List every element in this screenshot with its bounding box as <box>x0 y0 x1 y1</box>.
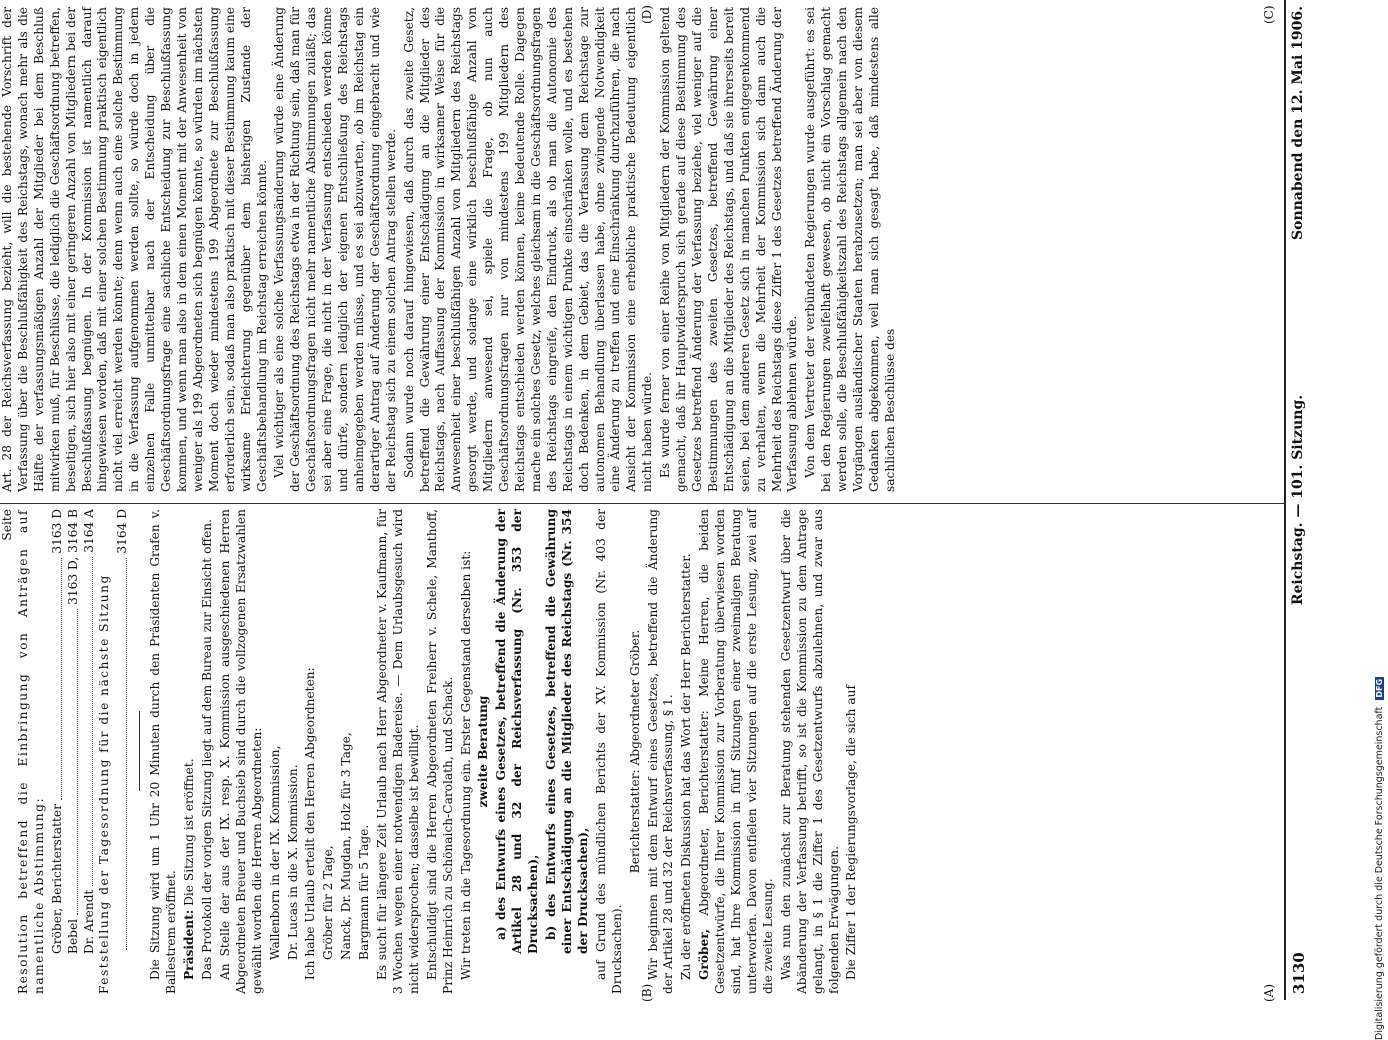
seite-label: Seite <box>0 509 14 541</box>
toc-entry-page: 3164 A <box>81 509 96 553</box>
paragraph: Es wurde ferner von einer Reihe von Mitgliedern der Kommission geltend gemacht, daß ihr Hauptwiderspruch sich gerade auf diese Bestimmung des Gesetzes betreffend Änderung der Verfassung beziehe, viel weniger auf die Bestimmungen des zweiten Gesetzes, betreffend Gewährung einer Entschädigung an die Mitglieder des Reichstags, und daß sie ihrerseits bereit seien, bei dem anderen Gesetz sich in manchen Punkten entgegenkommend zu verhalten, wenn die Mehrheit der Kommission sich dann auch die Mehrheit des Reichstags diese Ziffer 1 des Gesetzes betreffend Änderung der Verfassung ablehnen würde. <box>658 7 800 492</box>
toc-entry-label: Gröber, Berichterstatter <box>49 804 64 954</box>
paragraph: Wir treten in die Tagesordnung ein. Erster Gegenstand derselben ist: <box>458 550 473 980</box>
header-rule <box>1284 0 1286 1000</box>
paragraph: Das Protokoll der vorigen Sitzung liegt auf dem Bureau zur Einsicht offen. <box>199 518 214 980</box>
page-header <box>1290 0 1310 1000</box>
agenda-item-a: a) des Entwurfs eines Gesetzes, betreffend die Änderung der Artikel 28 und 32 der Reichsverfassung (Nr. 353 der Drucksachen), <box>494 509 541 954</box>
toc-entry-page: 3163 D <box>49 509 64 554</box>
paragraph: Was nun den zunächst zur Beratung stehenden Gesetzentwurf über die Abänderung der Verfassung betrifft, so ist die Kommission zu dem Antrage gelangt, in § 1 die Ziffer 1 des Gesetzentwurfs abzulehnen, und zwar aus folgenden Erwägungen. <box>778 509 841 994</box>
toc-final-label: Feststellung der Tagesordnung für die nächste Sitzung <box>97 574 112 994</box>
toc-final-entry <box>115 509 131 994</box>
margin-mark-d: (D) <box>640 5 654 24</box>
agenda-heading: zweite Beratung <box>476 695 491 808</box>
agenda-item-b: b) des Entwurfs eines Gesetzes, betreffend die Gewährung einer Entschädigung an die Mitglieder des Reichstags (Nr. 354 der Drucksachen), <box>544 509 590 954</box>
paragraph: Zu der eröffneten Diskussion hat das Wort der Herr Berichterstatter. <box>679 553 694 980</box>
toc-entry-page: 3163 D, 3164 B <box>65 509 80 605</box>
toc-entry-label: Bebel <box>65 918 80 954</box>
toc-intro: Resolution betreffend die Einbringung von Anträgen auf namentliche Abstimmung: <box>15 509 46 994</box>
paragraph: Viel wichtiger als eine solche Verfassungsänderung würde eine Änderung der Geschäftsordnung des Reichstags etwa in der Richtung sein, daß man für Geschäftsordnungsfragen nicht mehr namentliche Abstimmungen zuläßt; das sei aber eine Frage, die nicht in der Verfassung entschieden werden könne und dürfe, sondern lediglich der eigenen Entschließung des Reichstags anheimgegeben werden müsse, und es sei abzuwarten, ob im Reichstag ein derartiger Antrag auf Änderung der Geschäftsordnung eingebracht und wie der Reichstag sich zu einem solchen Antrag stellen werde. <box>272 7 398 492</box>
leave-entry: Nanck, Dr. Mugdan, Holz für 3 Tage, <box>339 732 354 960</box>
running-title: Reichstag. — 101. Sitzung. <box>1290 394 1306 606</box>
margin-mark-b: (B) <box>640 983 654 1002</box>
section-rule <box>139 712 140 792</box>
leave-entry: Bargmann für 5 Tage. <box>357 824 372 960</box>
paragraph: Von dem Vertreter der verbündeten Regierungen wurde ausgeführt: es sei bei den Regierungen zweifelhaft gewesen, ob nicht ein Vorschlag gemacht werden solle, die Beschlußfähigkeitszahl des Reichstags allgemein nach den Vorgängen ausländischer Staaten herabzusetzen; man sei aber von diesem Gedanken abgekommen, weil man sich gesagt habe, daß mindestens alle sachlichen Beschlüsse des <box>803 7 897 492</box>
groeber-paragraph <box>697 509 777 994</box>
paragraph: Sodann wurde noch darauf hingewiesen, daß durch das zweite Gesetz, betreffend die Gewährung einer Entschädigung an die Mitglieder des Reichstags, nach Auffassung der Kommission in wirksamer Weise für die Anwesenheit einer beschlußfähigen Anzahl von Mitgliedern des Reichstags gesorgt werde, und solange eine wirklich beschlußfähige Anzahl von Mitgliedern anwesend sei, spiele die Frage, ob nun auch Geschäftsordnungsfragen nur von mindestens 199 Mitgliedern des Reichstags entschieden werden können, keine bedeutende Rolle. Dagegen mache ein solches Gesetz, welches gleichsam in die Geschäftsordnungsfragen des Reichstags eingreife, den Eindruck, als ob man die Autonomie des Reichstags in einem wichtigen Punkte einschränken wolle, und es bestehen doch Bedenken, in dem Gebiet, das die Verfassung dem Reichstage zur autonomen Behandlung überlassen habe, ohne zwingende Notwendigkeit eine Änderung zu treffen und eine Einschränkung durchzuführen, die nach Ansicht der Kommission eine erhebliche praktische Bedeutung eigentlich nicht haben würde. <box>401 7 655 492</box>
column-divider <box>0 503 1284 504</box>
paragraph: Wallenborn in der IX. Kommission, <box>267 745 282 960</box>
page-number: 3130 <box>1290 952 1308 994</box>
margin-mark-c: (C) <box>1262 5 1276 24</box>
toc-entry <box>50 509 66 994</box>
opening-paragraph: Die Sitzung wird um 1 Uhr 20 Minuten durch den Präsidenten Grafen v. Ballestrem eröffnet. <box>148 509 179 994</box>
speaker-text: Die Sitzung ist eröffnet. <box>182 758 197 906</box>
toc-final-page: 3164 D <box>115 509 130 554</box>
toc-entry-label: Dr. Arendt <box>81 889 96 954</box>
paragraph: Es sucht für längere Zeit Urlaub nach Herr Abgeordneter v. Kaufmann, für 3 Wochen wegen einer notwendigen Badereise. — Dem Urlaubsgesuch wird nicht widersprochen; dasselbe ist bewilligt. <box>375 509 421 994</box>
paragraph: Wir beginnen mit dem Entwurf eines Gesetzes, betreffend die Änderung der Artikel 28 und 32 der Reichsverfassung, § 1. <box>645 509 676 994</box>
paragraph: auf Grund des mündlichen Berichts der XV. Kommission (Nr. 403 der Drucksachen). <box>593 509 624 994</box>
session-date: Sonnabend den 12. Mai 1906. <box>1290 6 1306 240</box>
paragraph: Dr. Lucas in die X. Kommission. <box>285 764 300 960</box>
paragraph: Die Ziffer 1 der Regierungsvorlage, die sich auf <box>844 684 859 980</box>
president-paragraph <box>182 509 198 994</box>
right-column <box>0 7 1280 492</box>
paragraph: An Stelle der aus der IX. resp. X. Kommission ausgeschiedenen Herren Abgeordneten Breuer und Buchsieb sind durch die vollzogenen Ersatzwahlen gewählt worden die Herren Abgeordneten: <box>217 509 264 994</box>
toc-entry <box>66 509 82 994</box>
speaker-label: Gröber, <box>697 928 712 980</box>
toc-entry <box>82 509 98 994</box>
left-column <box>0 509 1280 994</box>
margin-mark-a: (A) <box>1262 983 1276 1002</box>
paragraph: Berichterstatter: Abgeordneter Gröber. <box>627 629 642 874</box>
digitization-note <box>1374 40 1388 1040</box>
paragraph: Ich habe Urlaub erteilt den Herren Abgeordneten: <box>303 667 318 980</box>
dfg-logo-icon: DFG <box>1375 678 1384 698</box>
speaker-text: Abgeordneter, Berichterstatter: Meine Herren, die beiden Gesetzentwürfe, die Ihrer Kommission zur Vorberatung überwiesen worden sind, hat Ihre Kommission in fünf Sitzungen einer zweimaligen Beratung unterworfen. Davon entfielen vier Sitzungen auf die erste Lesung, zwei auf die zweite Lesung. <box>697 509 775 994</box>
paragraph: Entschuldigt sind die Herren Abgeordneten Freiherr v. Schele, Manthoff, Prinz Heinrich zu Schönaich-Carolath, und Schack. <box>424 509 455 994</box>
speaker-label: Präsident: <box>182 909 197 980</box>
funding-note-text: Digitalisierung gefördert durch die Deutsche Forschungsgemeinschaft <box>1374 706 1385 1040</box>
leave-entry: Gröber für 2 Tage, <box>321 845 336 960</box>
paragraph: Art. 28 der Reichsverfassung bezieht, will die bestehende Vorschrift der Verfassung über die Beschlußfähigkeit des Reichstags, wonach mehr als die Hälfte der verfassungsmäßigen Anzahl der Mitglieder bei dem Beschluß mitwirken muß, für Beschlüsse, die lediglich die Geschäftsordnung betreffen, beseitigen, sich hier also mit einer geringeren Anzahl von Mitgliedern bei der Beschlußfassung begnügen. In der Kommission ist namentlich darauf hingewiesen worden, daß mit einer solchen Bestimmung praktisch eigentlich nicht viel erreicht werden könnte; denn wenn auch eine solche Bestimmung in die Verfassung aufgenommen werden sollte, so würde doch in jedem einzelnen Falle unmittelbar nach der Entscheidung über die Geschäftsordnungsfrage eine sachliche Entscheidung zur Beschlußfassung kommen, und wenn man also in dem einen Moment mit der Anwesenheit von weniger als 199 Abgeordneten sich begnügen könnte, so würden im nächsten Moment doch wieder mindestens 199 Abgeordnete zur Beschlußfassung erforderlich sein, sodaß man also praktisch mit dieser Bestimmung kaum eine wirksame Erleichterung gegenüber dem bisherigen Zustande der Geschäftsbehandlung im Reichstag erreichen könnte. <box>0 7 269 492</box>
